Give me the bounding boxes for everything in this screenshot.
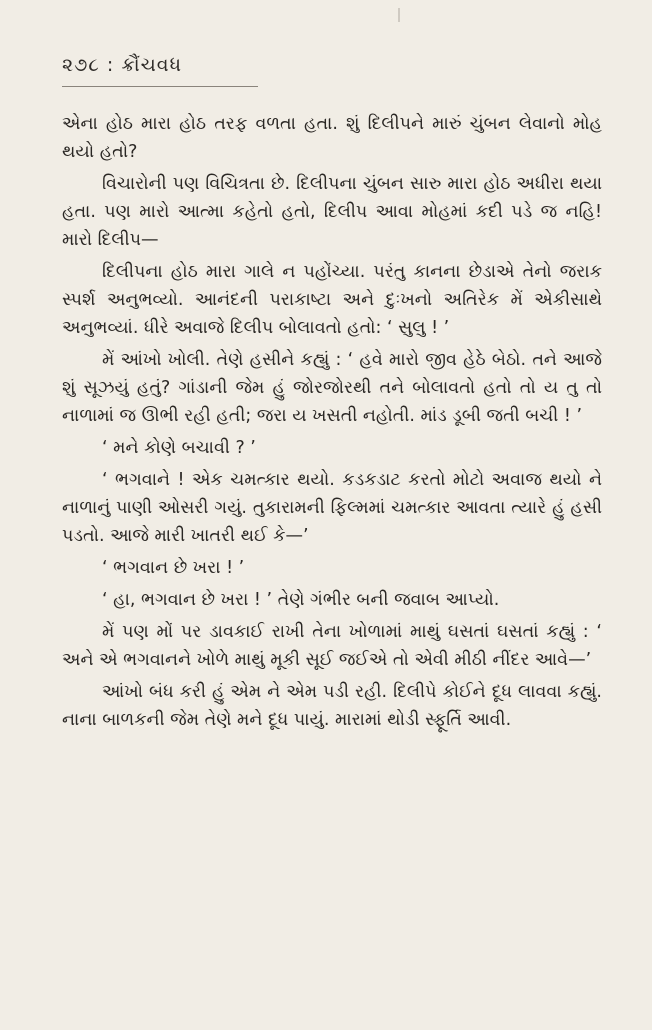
page-mark (398, 8, 400, 22)
page-number: ૨૭૮ (62, 54, 100, 76)
paragraph-8: ‘ હા, ભગવાન છે ખરા ! ’ તેણે ગંભીર બની જવાબ આપ્યો. (102, 590, 500, 610)
paragraph-9: મેં પણ મોં પર ડાવકાઈ રાખી તેના ખોળામાં માથું ઘસતાં ઘસતાં કહ્યું : ‘ અને એ ભગવાનને ખોળે માથું મૂકી સૂઈ જઈએ તો એવી મીઠી નીંદર આવે—’ (62, 622, 602, 670)
book-title: ક્રૌંચવધ (121, 54, 183, 76)
paragraph-7: ‘ ભગવાન છે ખરા ! ’ (102, 558, 245, 578)
header-underline (62, 86, 258, 87)
running-header (62, 54, 182, 76)
page-body (62, 110, 602, 738)
paragraph-6: ‘ ભગવાને ! એક ચમત્કાર થયો. કડકડાટ કરતો મોટો અવાજ થયો ને નાળાનું પાણી ઓસરી ગયું. તુકારામની ફિલ્મમાં ચમત્કાર આવતા ત્યારે હું હસી પડતો. આજે મારી ખાતરી થઈ કે—’ (62, 470, 602, 546)
paragraph-2: વિચારોની પણ વિચિત્રતા છે. દિલીપના ચુંબન સારુ મારા હોઠ અધીરા થયા હતા. પણ મારો આત્મા કહેતો હતો, દિલીપ આવા મોહમાં કદી પડે જ નહિ! મારો દિલીપ— (62, 174, 602, 250)
paragraph-3: દિલીપના હોઠ મારા ગાલે ન પહોંચ્યા. પરંતુ કાનના છેડાએ તેનો જરાક સ્પર્શ અનુભવ્યો. આનંદની પરાકાષ્ટા અને દુઃખનો અતિરેક મેં એકીસાથે અનુભવ્યાં. ધીરે અવાજે દિલીપ બોલાવતો હતો: ‘ સુલુ ! ’ (62, 262, 602, 338)
paragraph-4: મેં આંખો ખોલી. તેણે હસીને કહ્યું : ‘ હવે મારો જીવ હેઠે બેઠો. તને આજે શું સૂઝયું હતું? ગાંડાની જેમ હું જોરજોરથી તને બોલાવતો હતો તો ય તુ તો નાળામાં જ ઊભી રહી હતી; જરા ય ખસતી નહોતી. માંડ ડૂબી જતી બચી ! ’ (62, 350, 602, 426)
header-separator: : (106, 54, 115, 76)
paragraph-1: એના હોઠ મારા હોઠ તરફ વળતા હતા. શું દિલીપને મારું ચુંબન લેવાનો મોહ થયો હતો? (62, 114, 602, 162)
paragraph-5: ‘ મને કોણે બચાવી ? ’ (102, 438, 256, 458)
paragraph-10: આંખો બંધ કરી હું એમ ને એમ પડી રહી. દિલીપે કોઈને દૂધ લાવવા કહ્યું. નાના બાળકની જેમ તેણે મને દૂધ પાયું. મારામાં થોડી સ્ફૂર્તિ આવી. (62, 682, 602, 730)
